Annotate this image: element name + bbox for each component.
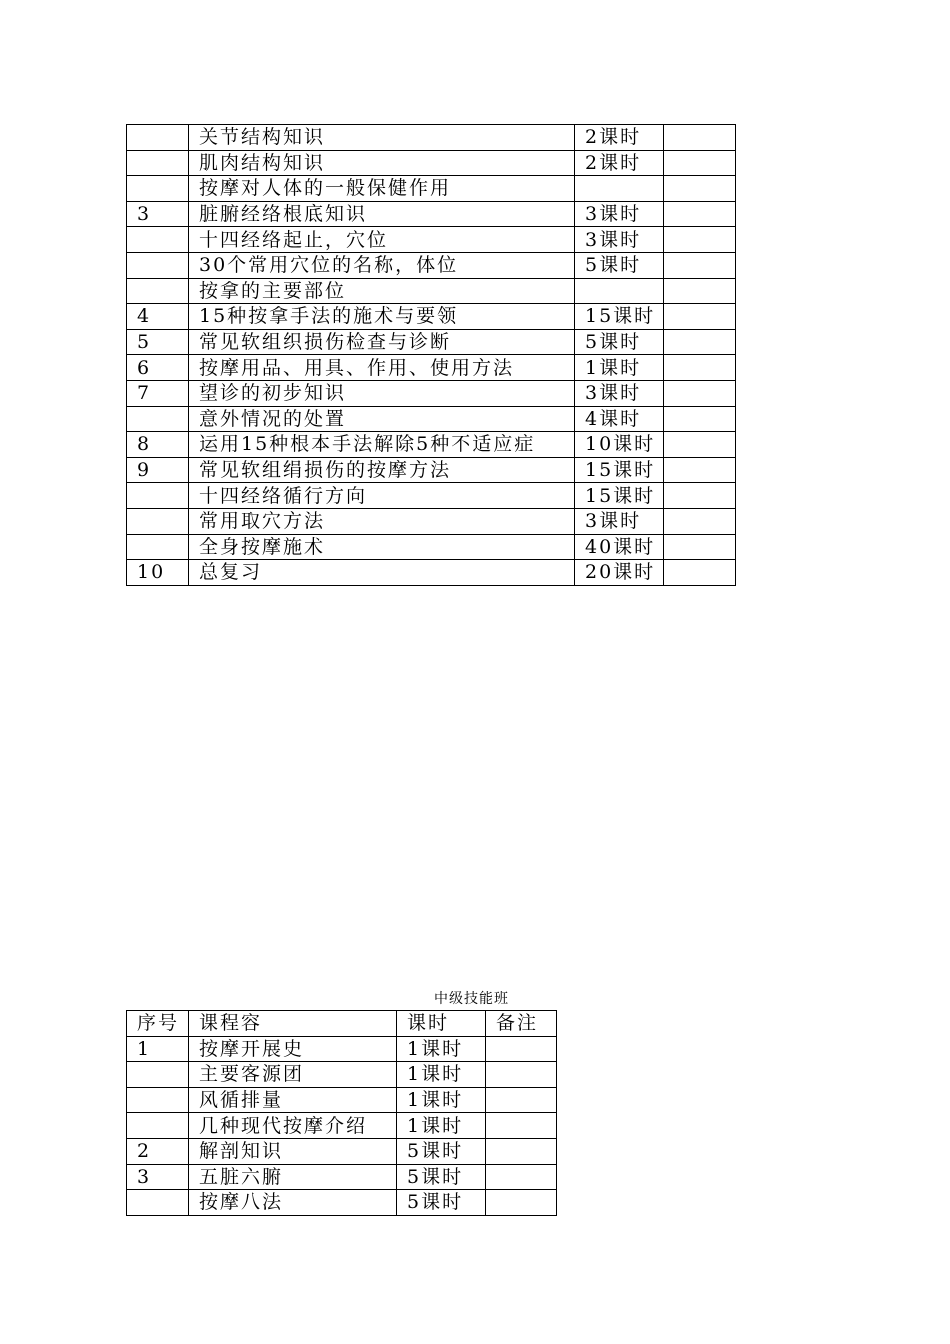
cell-course: 意外情况的处置 xyxy=(189,406,575,432)
cell-course: 15种按拿手法的施术与要领 xyxy=(189,304,575,330)
cell-course: 肌肉结构知识 xyxy=(189,150,575,176)
table-row xyxy=(127,329,736,355)
table-row xyxy=(127,406,736,432)
cell-course: 脏腑经络根底知识 xyxy=(189,201,575,227)
cell-note xyxy=(486,1113,557,1139)
table-row xyxy=(127,1062,557,1088)
cell-course: 常见软组织损伤检查与诊断 xyxy=(189,329,575,355)
cell-note xyxy=(486,1087,557,1113)
cell-note xyxy=(664,201,736,227)
cell-course: 望诊的初步知识 xyxy=(189,380,575,406)
cell-note xyxy=(664,483,736,509)
cell-note xyxy=(486,1164,557,1190)
cell-note xyxy=(486,1062,557,1088)
basic-course-table-body xyxy=(127,125,736,586)
table-row xyxy=(127,150,736,176)
cell-no: 5 xyxy=(127,329,189,355)
cell-course: 按摩开展史 xyxy=(189,1036,397,1062)
cell-no: 3 xyxy=(127,201,189,227)
cell-no xyxy=(127,483,189,509)
basic-course-table xyxy=(126,124,736,586)
cell-note xyxy=(664,355,736,381)
cell-course: 十四经络起止，穴位 xyxy=(189,227,575,253)
table-header-row xyxy=(127,1011,557,1037)
cell-course: 十四经络循行方向 xyxy=(189,483,575,509)
header-course: 课程容 xyxy=(189,1011,397,1037)
table-row xyxy=(127,278,736,304)
intermediate-class-caption: 中级技能班 xyxy=(434,991,509,1007)
cell-hours: 2课时 xyxy=(575,150,664,176)
cell-hours: 5课时 xyxy=(397,1138,486,1164)
cell-no xyxy=(127,1190,189,1216)
cell-note xyxy=(664,508,736,534)
cell-no: 3 xyxy=(127,1164,189,1190)
cell-course: 全身按摩施术 xyxy=(189,534,575,560)
table-row xyxy=(127,534,736,560)
table-row xyxy=(127,227,736,253)
cell-course: 常用取穴方法 xyxy=(189,508,575,534)
cell-note xyxy=(664,227,736,253)
table-row xyxy=(127,380,736,406)
intermediate-course-table xyxy=(126,1010,557,1216)
cell-hours: 10课时 xyxy=(575,432,664,458)
cell-hours: 5课时 xyxy=(397,1190,486,1216)
cell-note xyxy=(664,252,736,278)
cell-no xyxy=(127,150,189,176)
cell-course: 总复习 xyxy=(189,560,575,586)
cell-note xyxy=(486,1138,557,1164)
cell-no: 8 xyxy=(127,432,189,458)
cell-note xyxy=(664,278,736,304)
cell-no xyxy=(127,252,189,278)
table-row xyxy=(127,432,736,458)
cell-note xyxy=(664,380,736,406)
cell-hours: 4课时 xyxy=(575,406,664,432)
cell-no xyxy=(127,125,189,151)
cell-hours: 5课时 xyxy=(575,329,664,355)
cell-hours: 2课时 xyxy=(575,125,664,151)
cell-course: 关节结构知识 xyxy=(189,125,575,151)
cell-no: 1 xyxy=(127,1036,189,1062)
cell-no xyxy=(127,534,189,560)
table-row xyxy=(127,483,736,509)
cell-hours: 3课时 xyxy=(575,201,664,227)
cell-course: 运用15种根本手法解除5种不适应症 xyxy=(189,432,575,458)
table-row xyxy=(127,560,736,586)
cell-no xyxy=(127,176,189,202)
cell-no: 6 xyxy=(127,355,189,381)
cell-hours: 3课时 xyxy=(575,380,664,406)
cell-note xyxy=(664,457,736,483)
table-row xyxy=(127,1113,557,1139)
cell-note xyxy=(664,560,736,586)
table-row xyxy=(127,1036,557,1062)
cell-course: 解剖知识 xyxy=(189,1138,397,1164)
cell-note xyxy=(664,406,736,432)
cell-hours: 1课时 xyxy=(397,1087,486,1113)
cell-no xyxy=(127,1087,189,1113)
cell-course: 30个常用穴位的名称，体位 xyxy=(189,252,575,278)
cell-hours: 1课时 xyxy=(397,1062,486,1088)
table-row xyxy=(127,508,736,534)
cell-hours: 5课时 xyxy=(575,252,664,278)
cell-course: 按摩八法 xyxy=(189,1190,397,1216)
cell-no xyxy=(127,1062,189,1088)
table-row xyxy=(127,176,736,202)
cell-course: 五脏六腑 xyxy=(189,1164,397,1190)
cell-no xyxy=(127,278,189,304)
table-row xyxy=(127,201,736,227)
cell-note xyxy=(664,150,736,176)
cell-note xyxy=(664,125,736,151)
cell-note xyxy=(664,432,736,458)
cell-no: 9 xyxy=(127,457,189,483)
cell-course: 风循排量 xyxy=(189,1087,397,1113)
cell-course: 几种现代按摩介绍 xyxy=(189,1113,397,1139)
table-row xyxy=(127,304,736,330)
cell-no xyxy=(127,1113,189,1139)
table-row xyxy=(127,1138,557,1164)
cell-hours: 3课时 xyxy=(575,508,664,534)
cell-no xyxy=(127,406,189,432)
cell-note xyxy=(486,1036,557,1062)
header-note: 备注 xyxy=(486,1011,557,1037)
table-row xyxy=(127,125,736,151)
table-row xyxy=(127,355,736,381)
header-hours: 课时 xyxy=(397,1011,486,1037)
cell-note xyxy=(664,329,736,355)
cell-hours: 5课时 xyxy=(397,1164,486,1190)
table-row xyxy=(127,252,736,278)
cell-note xyxy=(664,304,736,330)
cell-course: 按拿的主要部位 xyxy=(189,278,575,304)
cell-no: 7 xyxy=(127,380,189,406)
cell-note xyxy=(664,176,736,202)
cell-note xyxy=(664,534,736,560)
cell-course: 常见软组绢损伤的按摩方法 xyxy=(189,457,575,483)
intermediate-course-table-body xyxy=(127,1036,557,1215)
cell-hours: 40课时 xyxy=(575,534,664,560)
cell-no xyxy=(127,508,189,534)
table-row xyxy=(127,1164,557,1190)
cell-hours xyxy=(575,176,664,202)
header-no: 序号 xyxy=(127,1011,189,1037)
cell-hours: 1课时 xyxy=(575,355,664,381)
cell-no: 2 xyxy=(127,1138,189,1164)
cell-no: 4 xyxy=(127,304,189,330)
cell-note xyxy=(486,1190,557,1216)
cell-no: 10 xyxy=(127,560,189,586)
table-row xyxy=(127,1087,557,1113)
cell-course: 按摩用品、用具、作用、使用方法 xyxy=(189,355,575,381)
cell-hours: 1课时 xyxy=(397,1036,486,1062)
cell-hours: 15课时 xyxy=(575,483,664,509)
cell-hours: 3课时 xyxy=(575,227,664,253)
cell-course: 主要客源团 xyxy=(189,1062,397,1088)
cell-course: 按摩对人体的一般保健作用 xyxy=(189,176,575,202)
cell-hours: 15课时 xyxy=(575,304,664,330)
cell-hours: 15课时 xyxy=(575,457,664,483)
cell-hours: 1课时 xyxy=(397,1113,486,1139)
cell-no xyxy=(127,227,189,253)
cell-hours xyxy=(575,278,664,304)
table-row xyxy=(127,1190,557,1216)
cell-hours: 20课时 xyxy=(575,560,664,586)
table-row xyxy=(127,457,736,483)
